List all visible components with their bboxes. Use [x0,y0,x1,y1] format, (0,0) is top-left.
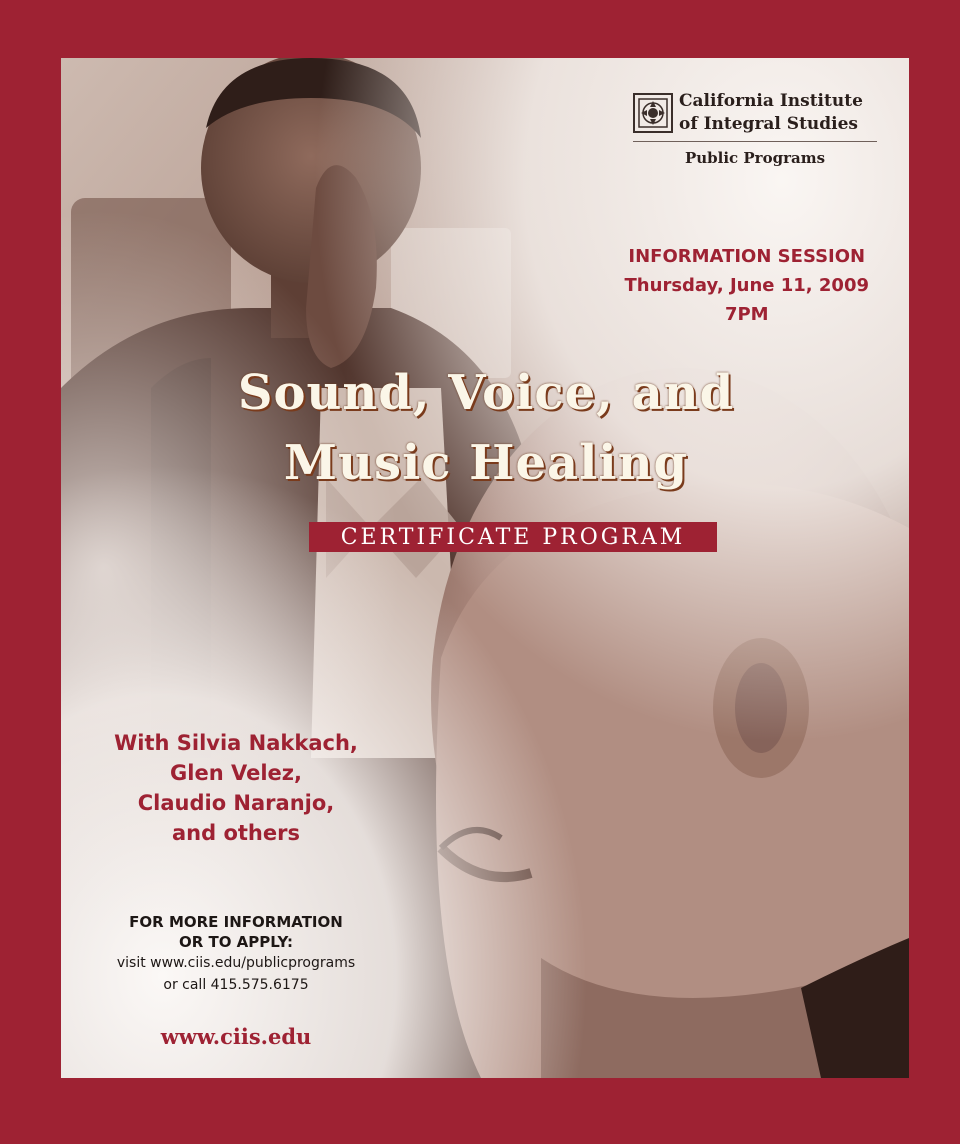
poster-panel [61,58,909,1078]
title-line1: Sound, Voice, and [237,365,735,421]
faculty-line3: Claudio Naranjo, [137,791,335,815]
title-line2: Music Healing [283,435,689,491]
session-date: Thursday, June 11, 2009 [624,275,869,296]
contact-info [91,912,381,996]
header-divider [633,141,877,142]
program-title [161,358,811,498]
faculty-list [91,728,381,848]
website-link[interactable]: www.ciis.edu [160,1024,312,1049]
info-heading-line1: FOR MORE INFORMATION [129,913,343,931]
faculty-line2: Glen Velez, [170,761,302,785]
certificate-banner [309,522,717,552]
institution-header [633,90,879,167]
faculty-line1: With Silvia Nakkach, [114,731,358,755]
institution-name-line1: California Institute [679,91,863,111]
faculty-line4: and others [172,821,300,845]
department-label: Public Programs [684,149,826,167]
phone-line[interactable]: or call 415.575.6175 [163,977,309,993]
info-session-block [625,242,869,329]
institution-name-line2: of Integral Studies [679,114,859,134]
logo-row [633,90,879,136]
mandala-icon [633,93,673,133]
certificate-label: CERTIFICATE PROGRAM [340,524,686,550]
session-time: 7PM [724,304,769,325]
visit-line[interactable]: visit www.ciis.edu/publicprograms [116,955,356,971]
info-heading-line2: OR TO APPLY: [178,933,294,951]
session-heading: INFORMATION SESSION [628,246,866,267]
